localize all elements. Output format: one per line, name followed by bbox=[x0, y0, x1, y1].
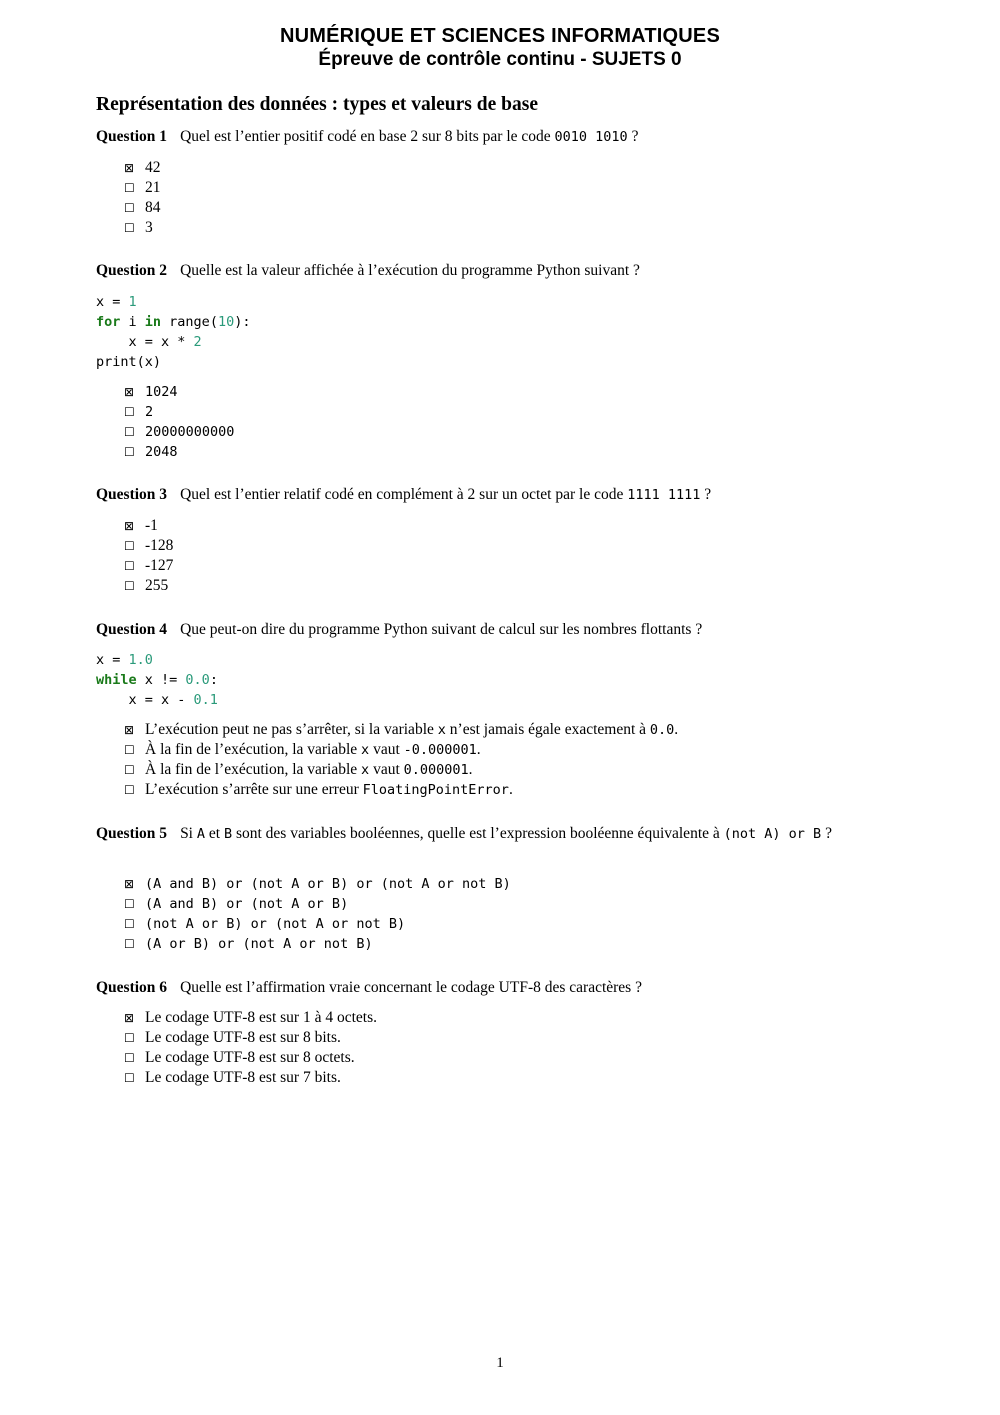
inline-code: 0.000001 bbox=[403, 762, 469, 778]
answer-option[interactable] bbox=[124, 874, 511, 894]
question-code: 1111 1111 bbox=[627, 487, 701, 503]
answers-question-2 bbox=[124, 382, 234, 462]
text-run: ? bbox=[821, 825, 832, 842]
checked-box-icon[interactable]: ⊠ bbox=[124, 877, 135, 891]
answer-option[interactable] bbox=[124, 402, 234, 422]
checkbox-icon[interactable]: ☐ bbox=[124, 539, 135, 553]
answer-text: 255 bbox=[145, 577, 169, 594]
question-4 bbox=[96, 620, 841, 640]
answer-option[interactable] bbox=[124, 760, 678, 780]
answer-option[interactable] bbox=[124, 720, 678, 740]
checkbox-icon[interactable]: ☐ bbox=[124, 405, 135, 419]
checked-box-icon[interactable]: ⊠ bbox=[124, 161, 135, 175]
question-2 bbox=[96, 261, 841, 281]
answer-option[interactable] bbox=[124, 442, 234, 462]
answer-option[interactable] bbox=[124, 536, 173, 556]
answer-option[interactable] bbox=[124, 556, 173, 576]
inline-code: -0.000001 bbox=[403, 742, 477, 758]
code-line bbox=[96, 332, 250, 352]
answer-text bbox=[145, 721, 678, 738]
answer-text: Le codage UTF-8 est sur 8 octets. bbox=[145, 1049, 355, 1066]
question-text-end: ? bbox=[627, 128, 639, 145]
checked-box-icon[interactable]: ⊠ bbox=[124, 1011, 135, 1025]
text-run: À la fin de l’exécution, la variable bbox=[145, 741, 362, 758]
code-number: 10 bbox=[217, 314, 235, 330]
text-run: L’exécution s’arrête sur une erreur bbox=[145, 781, 363, 798]
text-run: . bbox=[476, 741, 481, 758]
answer-text: (A and B) or (not A or B) bbox=[145, 896, 349, 912]
code-keyword: while bbox=[96, 672, 137, 688]
answer-text: 2048 bbox=[145, 444, 178, 460]
checkbox-icon[interactable]: ☐ bbox=[124, 579, 135, 593]
checkbox-icon[interactable]: ☐ bbox=[124, 783, 135, 797]
answer-text: Le codage UTF-8 est sur 1 à 4 octets. bbox=[145, 1009, 378, 1026]
answer-text: -128 bbox=[145, 537, 174, 554]
question-code: 0010 1010 bbox=[554, 129, 628, 145]
answer-text: 84 bbox=[145, 199, 161, 216]
question-label: Question 5 bbox=[96, 825, 168, 842]
answer-text: (not A or B) or (not A or not B) bbox=[145, 916, 406, 932]
answer-text: 20000000000 bbox=[145, 424, 235, 440]
code-token: x = bbox=[96, 652, 129, 668]
question-text: Que peut-on dire du programme Python suivant de calcul sur les nombres flottants ? bbox=[180, 621, 703, 638]
checkbox-icon[interactable]: ☐ bbox=[124, 743, 135, 757]
document-subtitle: Épreuve de contrôle continu - SUJETS 0 bbox=[318, 49, 682, 70]
question-label: Question 1 bbox=[96, 128, 168, 145]
question-label: Question 4 bbox=[96, 621, 168, 638]
checkbox-icon[interactable]: ☐ bbox=[124, 1071, 135, 1085]
question-text bbox=[180, 825, 832, 842]
answer-option[interactable] bbox=[124, 934, 511, 954]
text-run: . bbox=[674, 721, 679, 738]
question-label: Question 2 bbox=[96, 262, 168, 279]
answer-option[interactable] bbox=[124, 740, 678, 760]
code-token: : bbox=[209, 672, 218, 688]
text-run: Si bbox=[180, 825, 197, 842]
answer-text: 42 bbox=[145, 159, 161, 176]
answer-option[interactable] bbox=[124, 780, 678, 800]
text-run: À la fin de l’exécution, la variable bbox=[145, 761, 362, 778]
checkbox-icon[interactable]: ☐ bbox=[124, 445, 135, 459]
inline-code: A bbox=[196, 826, 206, 842]
answer-text: 21 bbox=[145, 179, 161, 196]
answers-question-1 bbox=[124, 158, 161, 238]
answer-text bbox=[145, 741, 481, 758]
checkbox-icon[interactable]: ☐ bbox=[124, 1031, 135, 1045]
checked-box-icon[interactable]: ⊠ bbox=[124, 519, 135, 533]
code-number: 0.1 bbox=[193, 692, 218, 708]
code-token: ): bbox=[234, 314, 251, 330]
answer-text: (A and B) or (not A or B) or (not A or not B) bbox=[145, 876, 511, 892]
question-text: Quel est l’entier relatif codé en complément à 2 sur un octet par le code bbox=[180, 486, 628, 503]
checkbox-icon[interactable]: ☐ bbox=[124, 559, 135, 573]
checkbox-icon[interactable]: ☐ bbox=[124, 1051, 135, 1065]
text-run: vaut bbox=[369, 741, 404, 758]
question-3 bbox=[96, 485, 841, 505]
question-1 bbox=[96, 127, 841, 147]
answer-option[interactable] bbox=[124, 218, 161, 238]
code-token: range( bbox=[161, 314, 218, 330]
page-number: 1 bbox=[496, 1355, 504, 1371]
inline-code: x bbox=[437, 722, 446, 738]
code-block-question-2 bbox=[96, 292, 250, 372]
answer-option[interactable] bbox=[124, 158, 161, 178]
question-5 bbox=[96, 824, 841, 844]
question-label: Question 6 bbox=[96, 979, 168, 996]
text-run: L’exécution peut ne pas s’arrêter, si la variable bbox=[145, 721, 438, 738]
code-token: x = x * bbox=[96, 334, 194, 350]
checked-box-icon[interactable]: ⊠ bbox=[124, 723, 135, 737]
answer-text: (A or B) or (not A or not B) bbox=[145, 936, 373, 952]
checkbox-icon[interactable]: ☐ bbox=[124, 763, 135, 777]
code-number: 1.0 bbox=[128, 652, 153, 668]
text-run: sont des variables booléennes, quelle est l’expression booléenne équivalente à bbox=[232, 825, 724, 842]
answer-option[interactable] bbox=[124, 422, 234, 442]
checked-box-icon[interactable]: ⊠ bbox=[124, 385, 135, 399]
answers-question-4 bbox=[124, 720, 678, 800]
question-6 bbox=[96, 978, 841, 998]
inline-code: B bbox=[223, 826, 233, 842]
code-line bbox=[96, 670, 218, 690]
document-header bbox=[0, 24, 1000, 71]
answer-option[interactable] bbox=[124, 914, 511, 934]
code-token: x = x - bbox=[96, 692, 194, 708]
answer-option[interactable] bbox=[124, 1028, 377, 1048]
answer-option[interactable] bbox=[124, 894, 511, 914]
answer-option[interactable] bbox=[124, 576, 173, 596]
code-keyword: for bbox=[96, 314, 121, 330]
code-keyword: in bbox=[144, 314, 162, 330]
text-run: n’est jamais égale exactement à bbox=[445, 721, 650, 738]
question-text: Quel est l’entier positif codé en base 2 sur 8 bits par le code bbox=[180, 128, 555, 145]
answer-text: -1 bbox=[145, 517, 158, 534]
checkbox-icon[interactable]: ☐ bbox=[124, 181, 135, 195]
question-text-end: ? bbox=[700, 486, 712, 503]
code-line bbox=[96, 352, 250, 372]
question-label: Question 3 bbox=[96, 486, 168, 503]
answer-option[interactable] bbox=[124, 516, 173, 536]
text-run: . bbox=[508, 781, 513, 798]
code-block-question-4 bbox=[96, 650, 218, 710]
answer-option[interactable] bbox=[124, 1008, 377, 1028]
code-token: x = bbox=[96, 294, 129, 310]
code-token: i bbox=[120, 314, 145, 330]
code-line bbox=[96, 650, 218, 670]
inline-code: 0.0 bbox=[649, 722, 675, 738]
answer-option[interactable] bbox=[124, 198, 161, 218]
question-text: Quelle est la valeur affichée à l’exécution du programme Python suivant ? bbox=[180, 262, 640, 279]
code-number: 2 bbox=[193, 334, 202, 350]
section-title: Représentation des données : types et valeurs de base bbox=[96, 94, 538, 115]
answer-option[interactable] bbox=[124, 178, 161, 198]
code-line bbox=[96, 312, 250, 332]
answer-option[interactable] bbox=[124, 1048, 377, 1068]
code-number: 0.0 bbox=[185, 672, 210, 688]
checkbox-icon[interactable]: ☐ bbox=[124, 897, 135, 911]
answer-text: Le codage UTF-8 est sur 7 bits. bbox=[145, 1069, 341, 1086]
answer-option[interactable] bbox=[124, 382, 234, 402]
inline-code: (not A) or B bbox=[723, 826, 822, 842]
question-text: Quelle est l’affirmation vraie concernant le codage UTF-8 des caractères ? bbox=[180, 979, 642, 996]
answer-text: 1024 bbox=[145, 384, 178, 400]
answer-text: 3 bbox=[145, 219, 153, 236]
checkbox-icon[interactable]: ☐ bbox=[124, 221, 135, 235]
answer-option[interactable] bbox=[124, 1068, 377, 1088]
checkbox-icon[interactable]: ☐ bbox=[124, 201, 135, 215]
answers-question-3 bbox=[124, 516, 173, 596]
document-title: NUMÉRIQUE ET SCIENCES INFORMATIQUES bbox=[280, 25, 720, 47]
inline-code: x bbox=[361, 762, 370, 778]
checkbox-icon[interactable]: ☐ bbox=[124, 917, 135, 931]
text-run: . bbox=[468, 761, 473, 778]
code-line bbox=[96, 690, 218, 710]
answer-text: Le codage UTF-8 est sur 8 bits. bbox=[145, 1029, 341, 1046]
answer-text bbox=[145, 781, 513, 798]
answer-text bbox=[145, 761, 473, 778]
code-number: 1 bbox=[128, 294, 137, 310]
answer-text: 2 bbox=[145, 404, 154, 420]
answers-question-6 bbox=[124, 1008, 377, 1088]
code-token: print(x) bbox=[96, 354, 162, 370]
checkbox-icon[interactable]: ☐ bbox=[124, 425, 135, 439]
text-run: et bbox=[205, 825, 224, 842]
inline-code: FloatingPointError bbox=[362, 782, 509, 798]
code-token: x != bbox=[136, 672, 186, 688]
checkbox-icon[interactable]: ☐ bbox=[124, 937, 135, 951]
answer-text: -127 bbox=[145, 557, 174, 574]
inline-code: x bbox=[361, 742, 370, 758]
answers-question-5 bbox=[124, 874, 511, 954]
code-line bbox=[96, 292, 250, 312]
text-run: vaut bbox=[369, 761, 404, 778]
